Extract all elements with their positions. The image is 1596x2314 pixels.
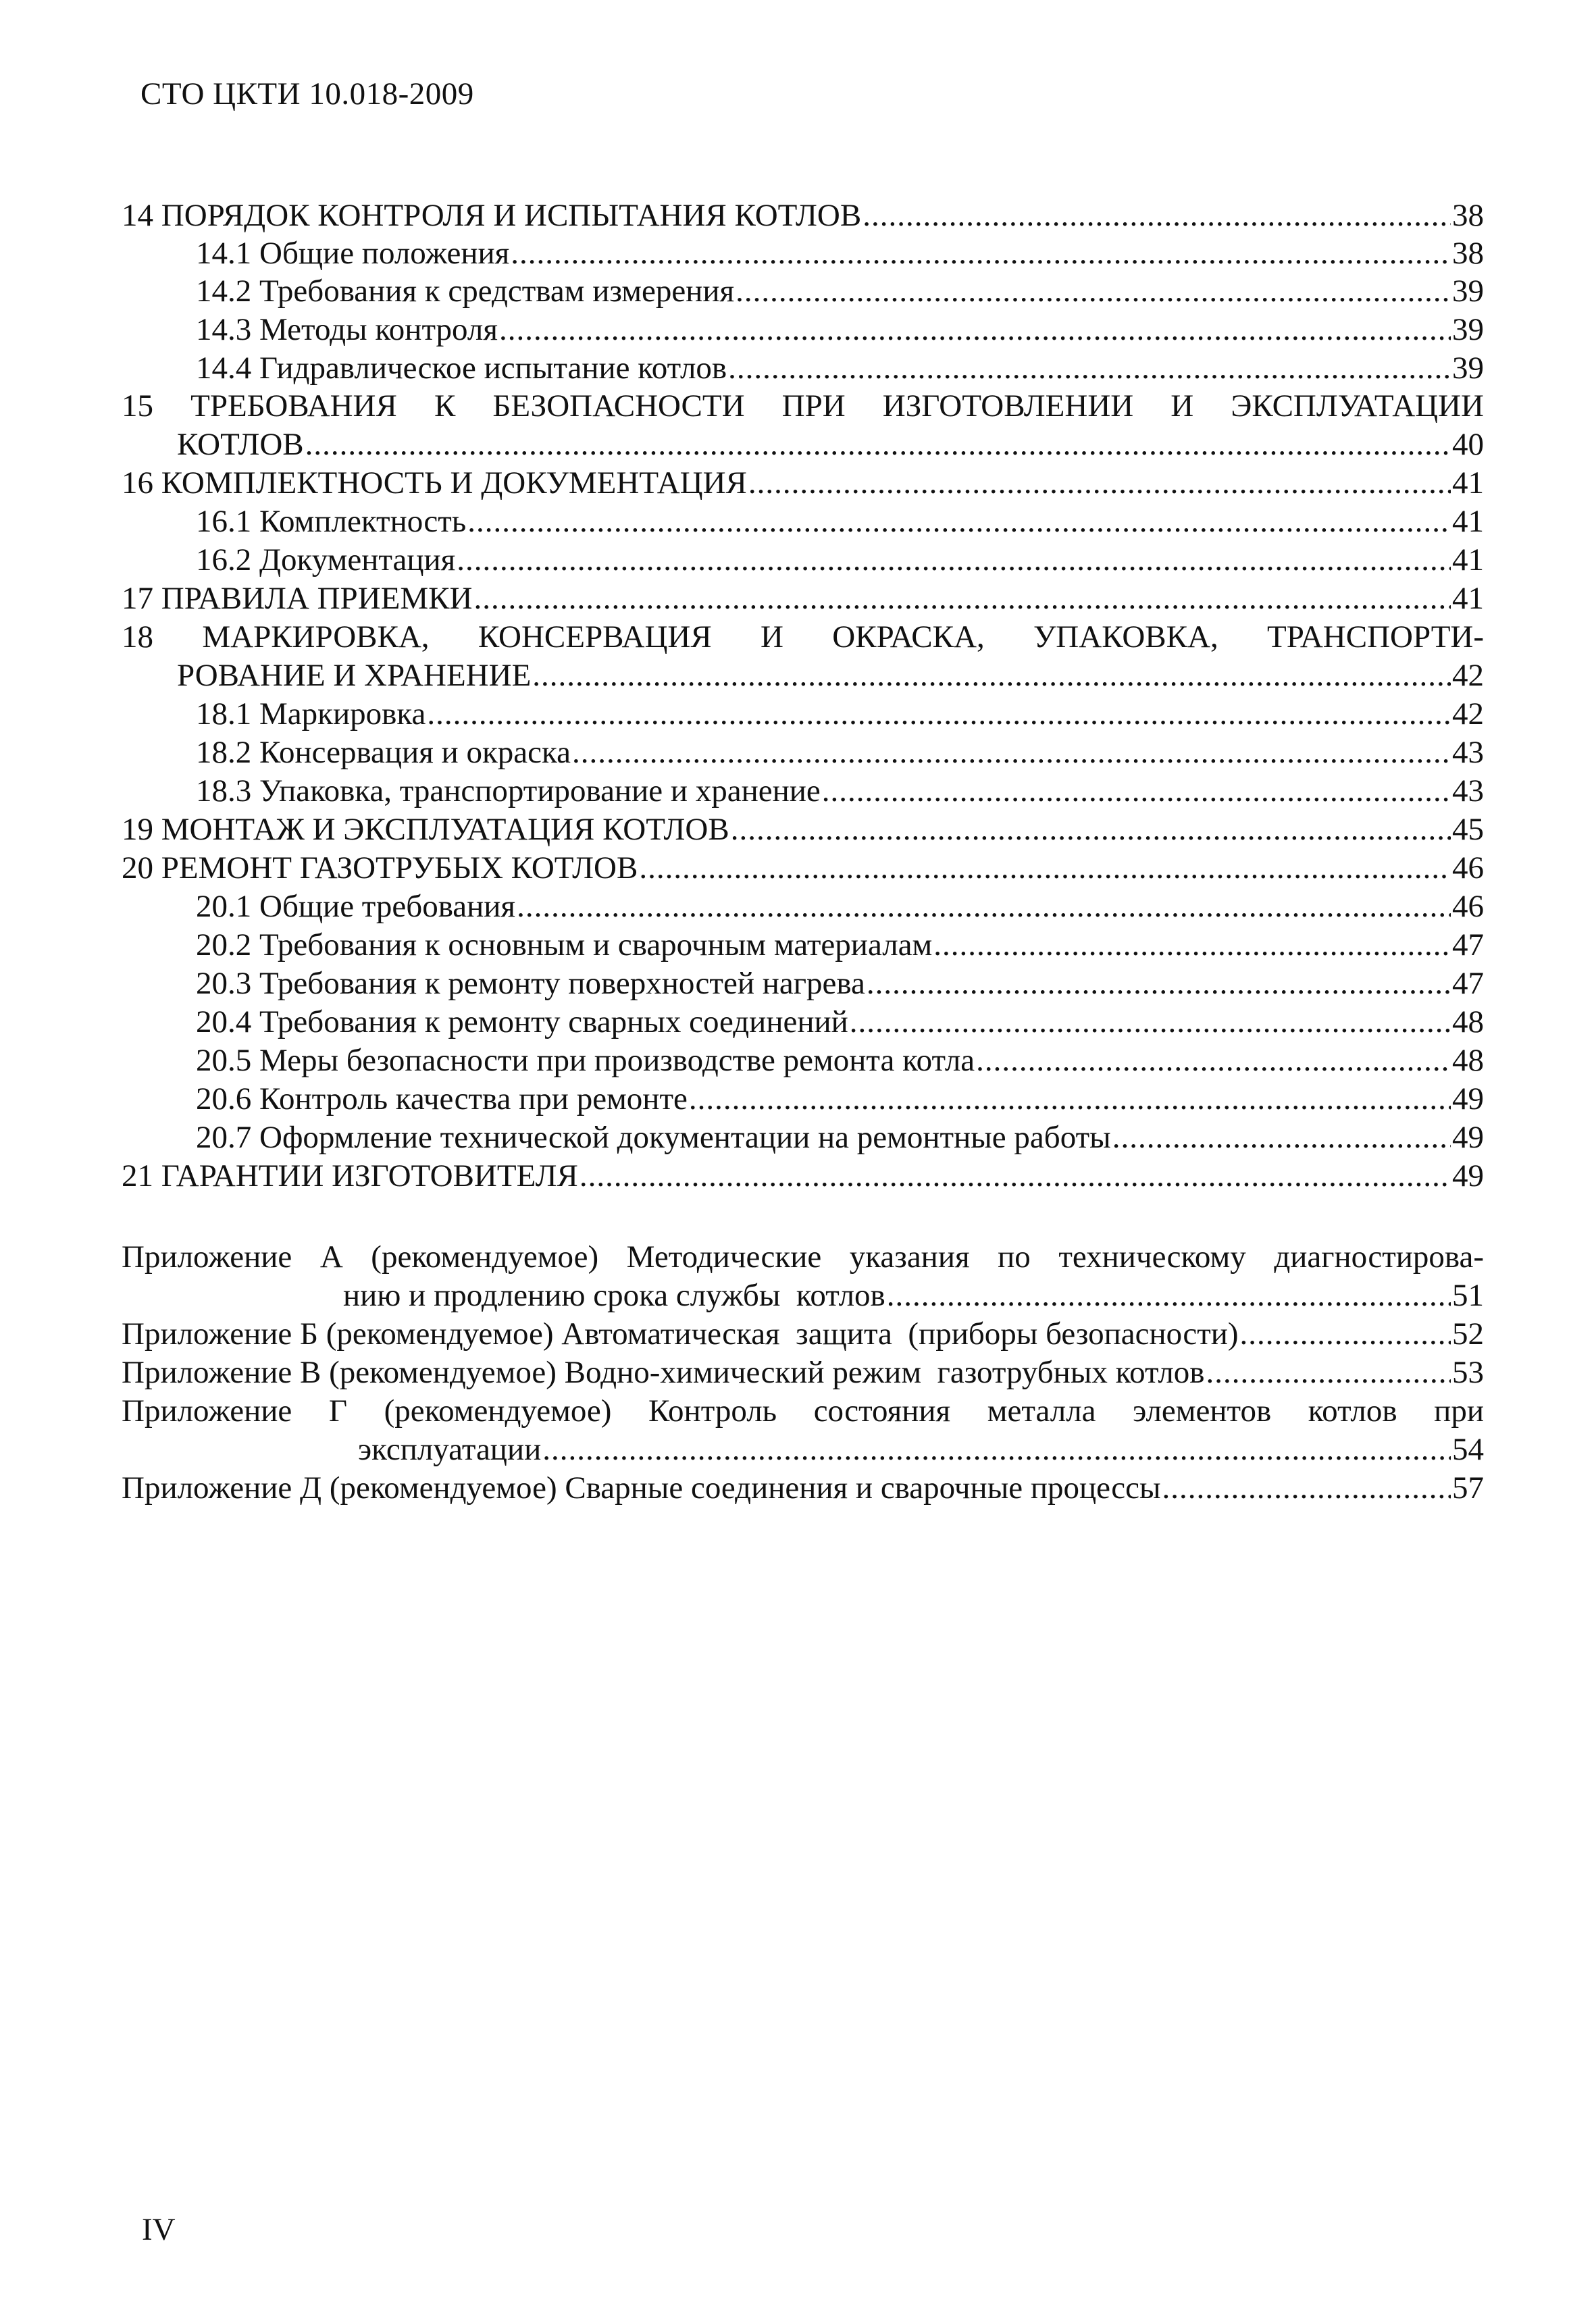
toc-entry-20-5[interactable] bbox=[196, 1041, 1484, 1080]
leader-dots bbox=[517, 887, 1451, 926]
appendix-page: 52 bbox=[1452, 1316, 1484, 1352]
toc-entry-title: 17 ПРАВИЛА ПРИЕМКИ bbox=[122, 581, 473, 616]
toc-entry-page: 47 bbox=[1452, 927, 1484, 962]
appendix-a-line1[interactable]: Приложение А (рекомендуемое) Методические указания по техническому диагностирова- bbox=[122, 1239, 1484, 1275]
toc-entry-page: 40 bbox=[1452, 427, 1484, 462]
toc-entry-title: 14.2 Требования к средствам измерения bbox=[196, 274, 735, 309]
appendix-page: 53 bbox=[1452, 1355, 1484, 1390]
toc-entry-19[interactable] bbox=[122, 810, 1484, 849]
toc-entry-page: 41 bbox=[1452, 542, 1484, 577]
leader-dots bbox=[728, 349, 1451, 388]
appendix-page: 51 bbox=[1452, 1278, 1484, 1313]
appendix-a-line2[interactable] bbox=[343, 1276, 1484, 1315]
leader-dots bbox=[1206, 1353, 1451, 1392]
toc-entry-title: 19 МОНТАЖ И ЭКСПЛУАТАЦИЯ КОТЛОВ bbox=[122, 812, 729, 847]
toc-entry-title: 20.2 Требования к основным и сварочным материалам bbox=[196, 927, 933, 962]
toc-entry-title: 18.2 Консервация и окраска bbox=[196, 735, 571, 770]
toc-entry-14-4[interactable] bbox=[196, 349, 1484, 388]
leader-dots bbox=[867, 964, 1451, 1003]
appendix-g-line1[interactable]: Приложение Г (рекомендуемое) Контроль состояния металла элементов котлов при bbox=[122, 1393, 1484, 1429]
toc-entry-title: 20.1 Общие требования bbox=[196, 889, 516, 924]
toc-entry-20[interactable] bbox=[122, 848, 1484, 888]
toc-entry-page: 42 bbox=[1452, 696, 1484, 731]
toc-entry-21[interactable] bbox=[122, 1156, 1484, 1195]
toc-entry-20-2[interactable] bbox=[196, 925, 1484, 965]
toc-entry-14-3[interactable] bbox=[196, 310, 1484, 349]
toc-entry-page: 42 bbox=[1452, 658, 1484, 693]
toc-entry-16-2[interactable] bbox=[196, 540, 1484, 580]
leader-dots bbox=[542, 1430, 1451, 1469]
appendix-title: Приложение Б (рекомендуемое) Автоматическая защита (приборы безопасности) bbox=[122, 1316, 1239, 1352]
appendix-d[interactable] bbox=[122, 1468, 1484, 1508]
toc-entry-18-3[interactable] bbox=[196, 771, 1484, 811]
toc-entry-page: 39 bbox=[1452, 274, 1484, 309]
toc-entry-17[interactable] bbox=[122, 579, 1484, 618]
leader-dots bbox=[1112, 1118, 1451, 1157]
leader-dots bbox=[731, 810, 1451, 849]
appendix-page: 54 bbox=[1452, 1432, 1484, 1467]
toc-entry-title: 16.1 Комплектность bbox=[196, 504, 467, 539]
toc-entry-18-line1[interactable]: 18 МАРКИРОВКА, КОНСЕРВАЦИЯ И ОКРАСКА, УПАКОВКА, ТРАНСПОРТИ- bbox=[122, 619, 1484, 654]
toc-entry-page: 49 bbox=[1452, 1120, 1484, 1155]
leader-dots bbox=[933, 925, 1451, 965]
toc-entry-page: 38 bbox=[1452, 198, 1484, 233]
leader-dots bbox=[850, 1002, 1451, 1042]
toc-entry-16-1[interactable] bbox=[196, 502, 1484, 541]
leader-dots bbox=[427, 694, 1451, 734]
appendix-title: Приложение Д (рекомендуемое) Сварные соединения и сварочные процессы bbox=[122, 1470, 1161, 1506]
toc-entry-20-4[interactable] bbox=[196, 1002, 1484, 1042]
leader-dots bbox=[748, 463, 1451, 503]
toc-entry-20-1[interactable] bbox=[196, 887, 1484, 926]
toc-entry-title: 20.4 Требования к ремонту сварных соединений bbox=[196, 1004, 848, 1039]
toc-entry-title: 20.3 Требования к ремонту поверхностей нагрева bbox=[196, 966, 865, 1001]
toc-entry-20-7[interactable] bbox=[196, 1118, 1484, 1157]
leader-dots bbox=[639, 848, 1451, 888]
toc-entry-title: 14.3 Методы контроля bbox=[196, 312, 498, 347]
toc-entry-14-1[interactable] bbox=[196, 234, 1484, 273]
toc-entry-title: 16 КОМПЛЕКТНОСТЬ И ДОКУМЕНТАЦИЯ bbox=[122, 465, 747, 500]
leader-dots bbox=[305, 425, 1451, 464]
leader-dots bbox=[511, 234, 1451, 273]
toc-entry-20-3[interactable] bbox=[196, 964, 1484, 1003]
toc-entry-page: 39 bbox=[1452, 351, 1484, 386]
toc-entry-page: 41 bbox=[1452, 504, 1484, 539]
appendix-page: 57 bbox=[1452, 1470, 1484, 1506]
leader-dots bbox=[532, 656, 1451, 695]
leader-dots bbox=[473, 579, 1451, 618]
leader-dots bbox=[499, 310, 1451, 349]
page-number: IV bbox=[142, 2212, 176, 2247]
toc-entry-18-line2[interactable] bbox=[177, 656, 1484, 695]
toc-entry-title: 14 ПОРЯДОК КОНТРОЛЯ И ИСПЫТАНИЯ КОТЛОВ bbox=[122, 198, 862, 233]
toc-entry-title: 20.5 Меры безопасности при производстве ремонта котла bbox=[196, 1043, 975, 1078]
appendix-title: Приложение В (рекомендуемое) Водно-химический режим газотрубных котлов bbox=[122, 1355, 1205, 1390]
toc-entry-title: 21 ГАРАНТИИ ИЗГОТОВИТЕЛЯ bbox=[122, 1158, 578, 1193]
toc-entry-page: 49 bbox=[1452, 1158, 1484, 1193]
appendix-g-line2[interactable] bbox=[358, 1430, 1484, 1469]
toc-entry-16[interactable] bbox=[122, 463, 1484, 503]
toc-entry-15-line2[interactable] bbox=[177, 425, 1484, 464]
toc-entry-18-1[interactable] bbox=[196, 694, 1484, 734]
toc-entry-14[interactable] bbox=[122, 196, 1484, 235]
toc-entry-page: 41 bbox=[1452, 581, 1484, 616]
toc-entry-page: 48 bbox=[1452, 1043, 1484, 1078]
toc-entry-18-2[interactable] bbox=[196, 733, 1484, 772]
toc-entry-title: 14.4 Гидравлическое испытание котлов bbox=[196, 351, 727, 386]
leader-dots bbox=[976, 1041, 1451, 1080]
leader-dots bbox=[457, 540, 1451, 580]
appendix-v[interactable] bbox=[122, 1353, 1484, 1392]
appendix-title: нию и продлению срока службы котлов bbox=[343, 1278, 885, 1313]
toc-entry-15-line1[interactable]: 15 ТРЕБОВАНИЯ К БЕЗОПАСНОСТИ ПРИ ИЗГОТОВЛЕНИИ И ЭКСПЛУАТАЦИИ bbox=[122, 388, 1484, 423]
toc-entry-title: КОТЛОВ bbox=[177, 427, 304, 462]
leader-dots bbox=[572, 733, 1451, 772]
toc-entry-page: 38 bbox=[1452, 236, 1484, 271]
leader-dots bbox=[1240, 1314, 1451, 1354]
leader-dots bbox=[580, 1156, 1451, 1195]
appendix-b[interactable] bbox=[122, 1314, 1484, 1354]
toc-entry-title: 20.7 Оформление технической документации на ремонтные работы bbox=[196, 1120, 1111, 1155]
toc-entry-page: 48 bbox=[1452, 1004, 1484, 1039]
leader-dots bbox=[467, 502, 1451, 541]
leader-dots bbox=[689, 1079, 1451, 1119]
toc-entry-title: 14.1 Общие положения bbox=[196, 236, 510, 271]
toc-entry-title: 18.1 Маркировка bbox=[196, 696, 426, 731]
toc-entry-title: 20.6 Контроль качества при ремонте bbox=[196, 1081, 688, 1116]
leader-dots bbox=[887, 1276, 1451, 1315]
toc-entry-14-2[interactable] bbox=[196, 272, 1484, 311]
appendix-title: эксплуатации bbox=[358, 1432, 542, 1467]
document-code: СТО ЦКТИ 10.018-2009 bbox=[140, 76, 474, 111]
toc-entry-page: 45 bbox=[1452, 812, 1484, 847]
toc-entry-title: 16.2 Документация bbox=[196, 542, 456, 577]
leader-dots bbox=[863, 196, 1451, 235]
leader-dots bbox=[1162, 1468, 1451, 1508]
toc-entry-page: 46 bbox=[1452, 850, 1484, 885]
toc-entry-page: 46 bbox=[1452, 889, 1484, 924]
toc-entry-20-6[interactable] bbox=[196, 1079, 1484, 1119]
toc-entry-page: 43 bbox=[1452, 735, 1484, 770]
toc-entry-page: 47 bbox=[1452, 966, 1484, 1001]
toc-entry-page: 39 bbox=[1452, 312, 1484, 347]
leader-dots bbox=[822, 771, 1451, 811]
leader-dots bbox=[736, 272, 1451, 311]
toc-entry-title: 18.3 Упаковка, транспортирование и хранение bbox=[196, 773, 821, 808]
toc-entry-title: 20 РЕМОНТ ГАЗОТРУБЫХ КОТЛОВ bbox=[122, 850, 638, 885]
toc-entry-title: РОВАНИЕ И ХРАНЕНИЕ bbox=[177, 658, 532, 693]
toc-entry-page: 41 bbox=[1452, 465, 1484, 500]
toc-entry-page: 49 bbox=[1452, 1081, 1484, 1116]
toc-entry-page: 43 bbox=[1452, 773, 1484, 808]
